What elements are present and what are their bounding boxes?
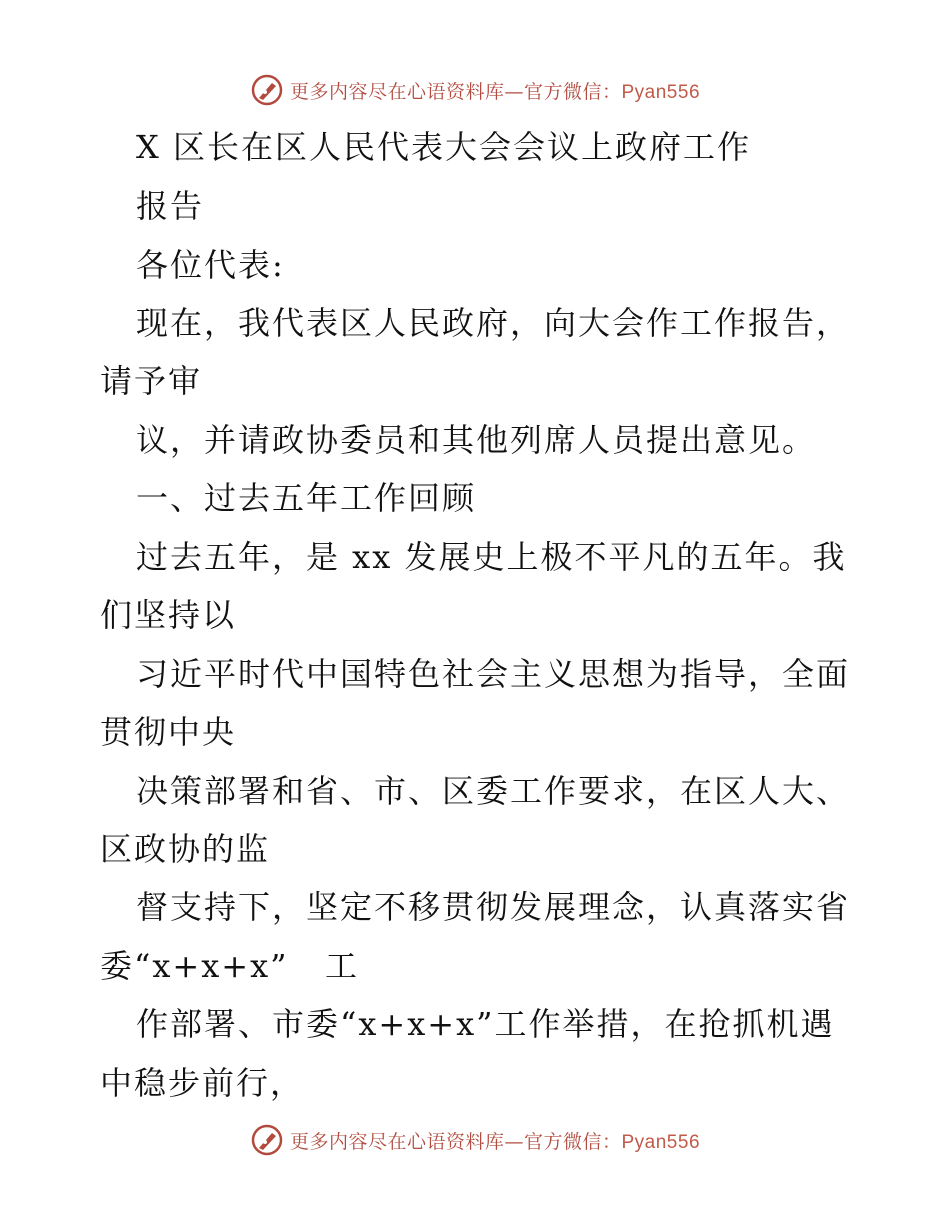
paragraph-line: 过去五年，是 xx 发展史上极不平凡的五年。我: [136, 538, 847, 576]
doc-title-line-1: X 区长在区人民代表大会会议上政府工作: [136, 128, 751, 166]
paragraph-line: 习近平时代中国特色社会主义思想为指导，全面: [136, 655, 851, 693]
pen-seal-icon: [250, 73, 284, 107]
banner-text: 更多内容尽在心语资料库—官方微信：Pyan556: [289, 80, 701, 103]
paragraph-line: 区政协的监: [100, 830, 271, 868]
paragraph-line: 委“x+x+x” 工: [100, 947, 360, 985]
paragraph-line: 们坚持以: [100, 596, 237, 634]
paragraph-line: 贯彻中央: [100, 713, 237, 751]
doc-title-line-2: 报告: [136, 187, 205, 225]
paragraph-line: 现在，我代表区人民政府，向大会作工作报告，: [136, 304, 851, 342]
pen-seal-icon: [250, 1123, 284, 1157]
footer-banner: [0, 1120, 950, 1160]
section-heading: 一、过去五年工作回顾: [136, 479, 477, 517]
paragraph-line: 议，并请政协委员和其他列席人员提出意见。: [136, 421, 817, 459]
paragraph-line: 请予审: [100, 362, 203, 400]
paragraph-line: 作部署、市委“x+x+x”工作举措，在抢抓机遇: [136, 1005, 835, 1043]
paragraph-line: 决策部署和省、市、区委工作要求，在区人大、: [136, 772, 851, 810]
paragraph-line: 督支持下，坚定不移贯彻发展理念，认真落实省: [136, 888, 851, 926]
banner-text: 更多内容尽在心语资料库—官方微信：Pyan556: [289, 1130, 701, 1153]
paragraph-line: 中稳步前行，: [100, 1064, 305, 1102]
header-banner: [0, 70, 950, 110]
salutation: 各位代表:: [136, 246, 285, 284]
